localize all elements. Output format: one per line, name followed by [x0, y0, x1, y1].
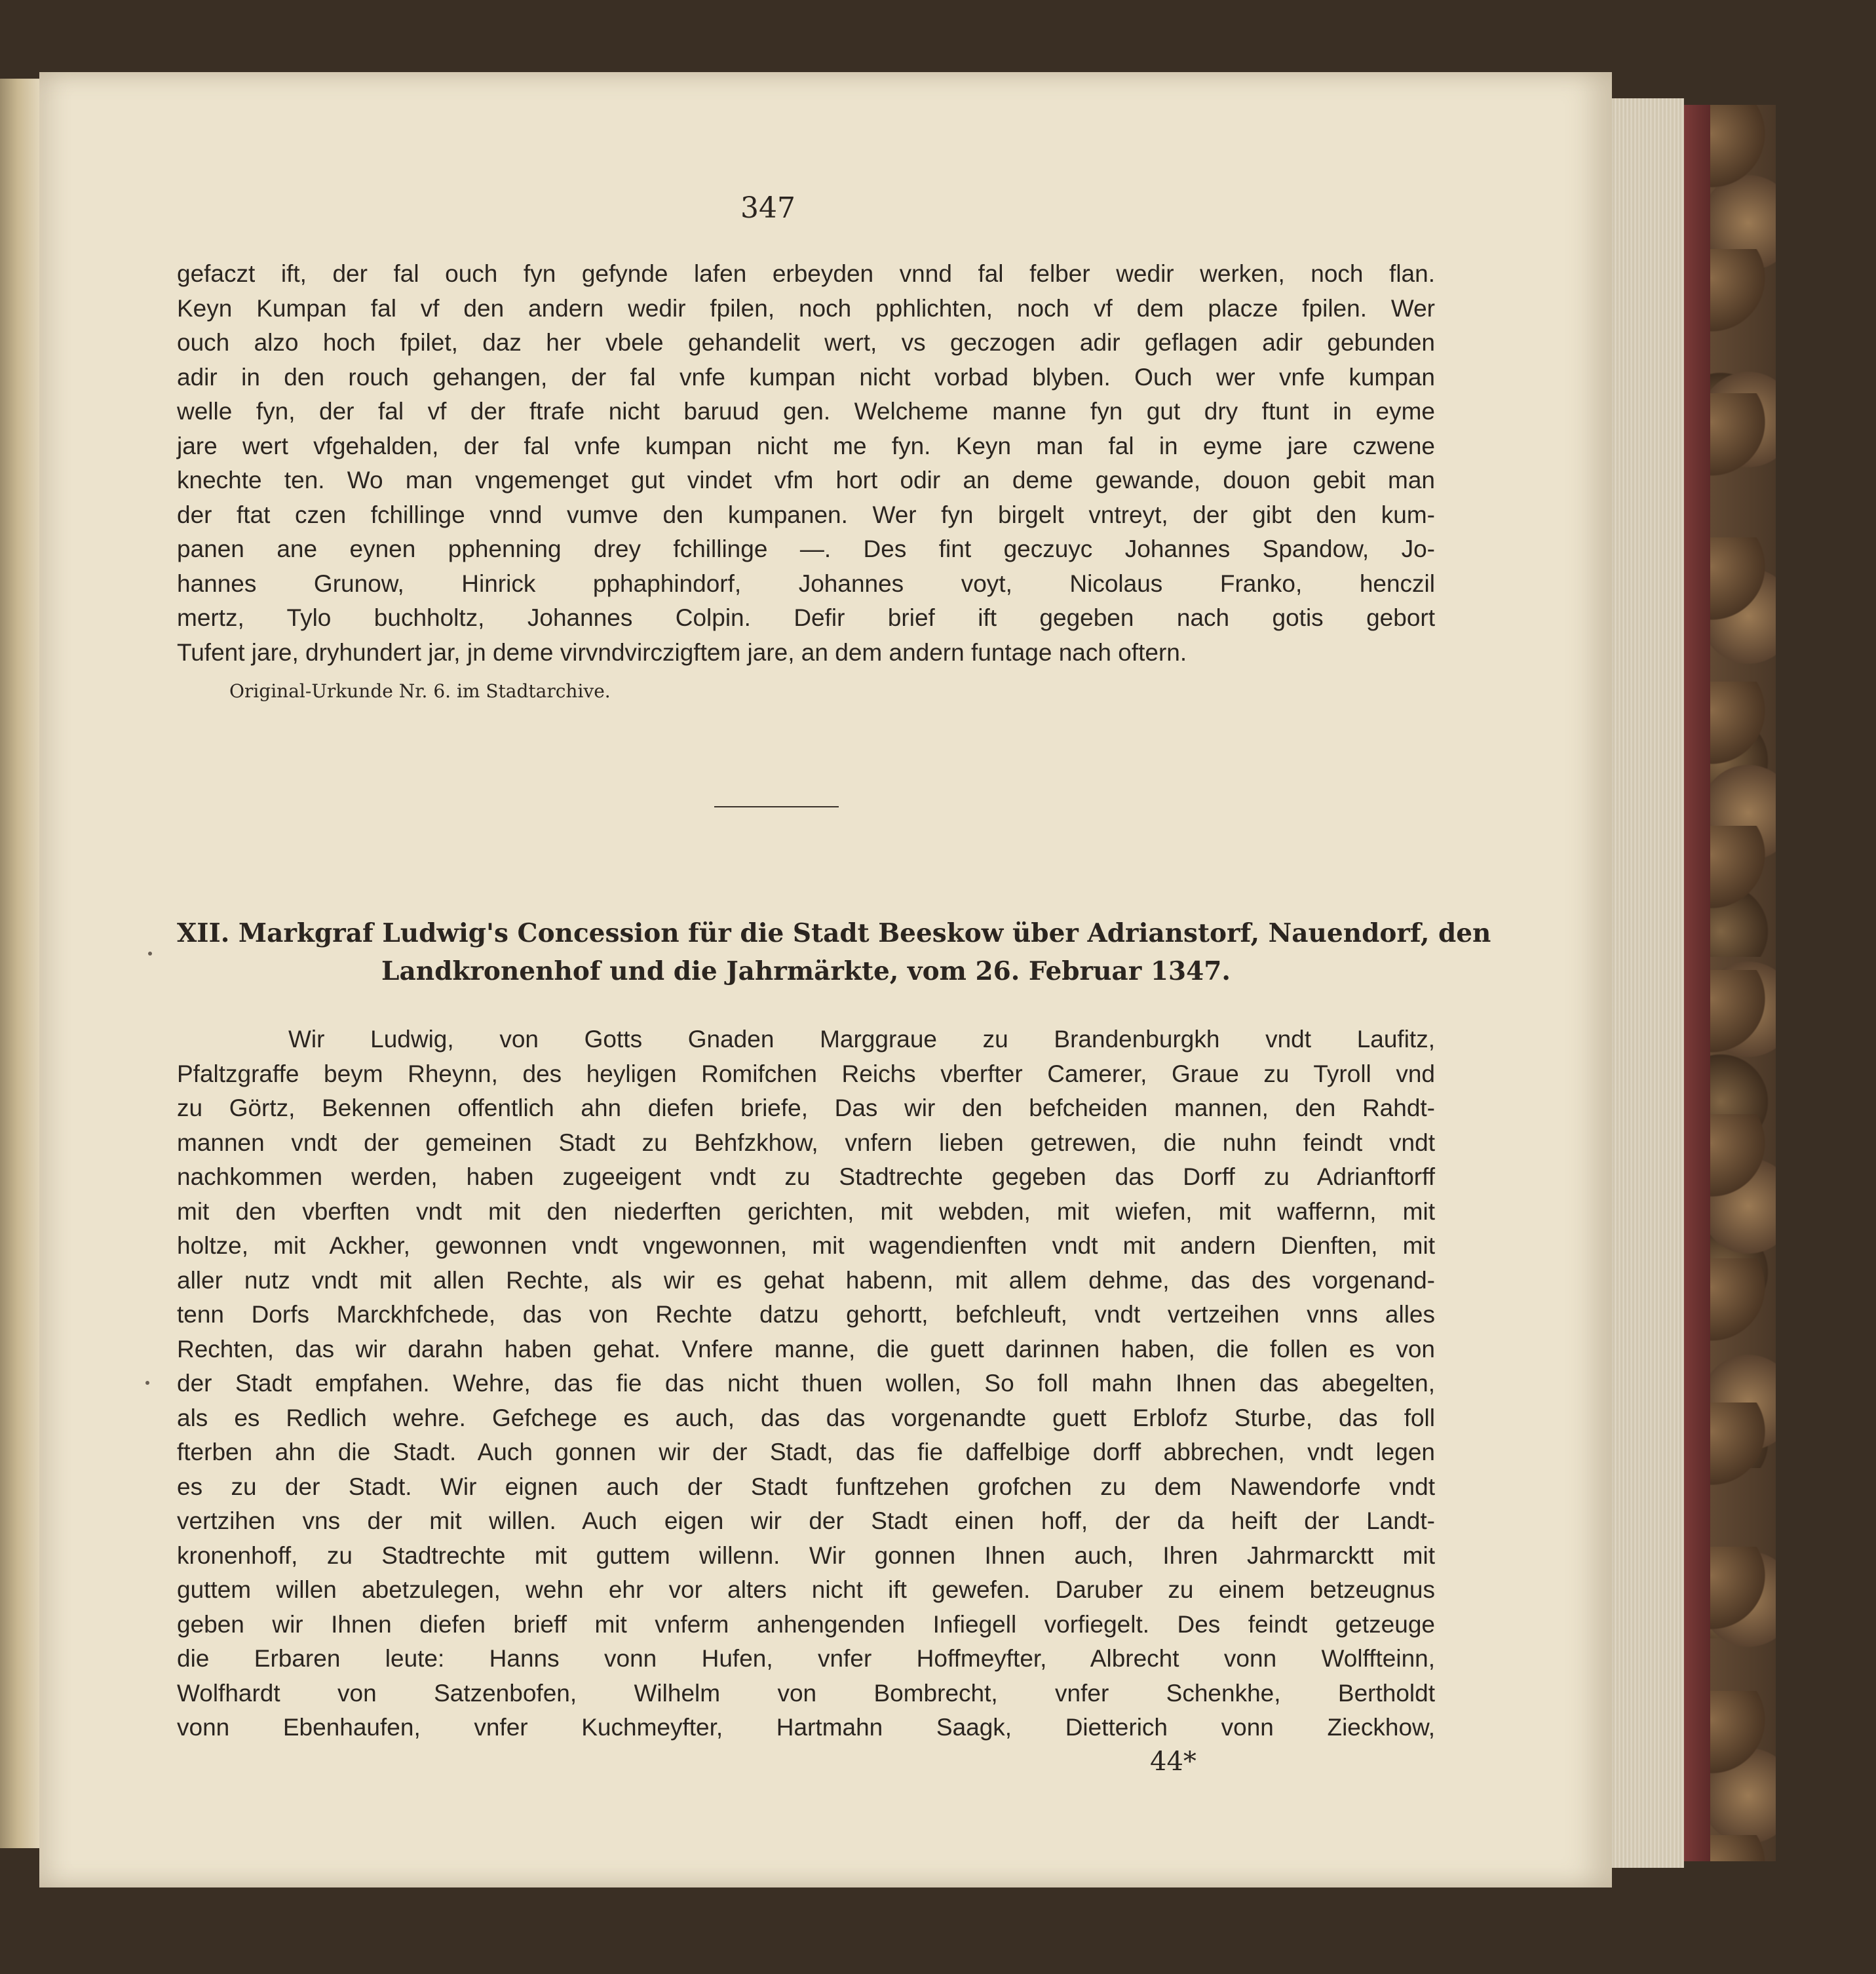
text-line: hannes Grunow, Hinrick pphaphindorf, Johannes voyt, Nicolaus Franko, henczil	[177, 570, 1435, 597]
text-line: holtze, mit Ackher, gewonnen vndt vngewonnen, mit wagendienften vndt mit andern Dienften, mit	[177, 1232, 1435, 1259]
text-line: vertzihen vns der mit willen. Auch eigen wir der Stadt einen hoff, der da heift der Landt-	[177, 1507, 1435, 1534]
text-line: gefaczt ift, der fal ouch fyn gefynde lafen erbeyden vnnd fal felber wedir werken, noch flan.	[177, 260, 1435, 287]
text-line: mannen vndt der gemeinen Stadt zu Behfzkhow, vnfern lieben getrewen, die nuhn feindt vndt	[177, 1129, 1435, 1156]
charter-paragraph	[177, 1022, 1435, 1745]
text-line: der ftat czen fchillinge vnnd vumve den kumpanen. Wer fyn birgelt vntreyt, der gibt den kum-	[177, 501, 1435, 528]
text-line: knechte ten. Wo man vngemenget gut vindet vfm hort odir an deme gewande, douon gebit man	[177, 467, 1435, 494]
text-line: guttem willen abetzulegen, wehn ehr vor alters nicht ift gewefen. Daruber zu einem betzeugnus	[177, 1576, 1435, 1603]
section-heading-line-1: XII. Markgraf Ludwig's Concession für die Stadt Beeskow über Adrianstorf, Nauendorf, den	[177, 918, 1491, 948]
text-line: kronenhoff, zu Stadtrechte mit guttem willenn. Wir gonnen Ihnen auch, Ihren Jahrmarcktt mit	[177, 1541, 1435, 1569]
text-line: ouch alzo hoch fpilet, daz her vbele gehandelit wert, vs geczogen adir geflagen adir gebunden	[177, 329, 1435, 356]
text-line: als es Redlich wehre. Gefchege es auch, das das vorgenandte guett Erblofz Sturbe, das foll	[177, 1404, 1435, 1431]
text-line: es zu der Stadt. Wir eignen auch der Stadt funftzehen grofchen zu dem Nawendorfe vndt	[177, 1473, 1435, 1500]
text-line: adir in den rouch gehangen, der fal vnfe kumpan nicht vorbad blyben. Ouch wer vnfe kumpan	[177, 363, 1435, 391]
margin-mark	[145, 1381, 149, 1385]
text-line: zu Görtz, Bekennen offentlich ahn diefen briefe, Das wir den befcheiden mannen, den Rahdt-	[177, 1094, 1435, 1121]
section-divider	[714, 806, 839, 807]
text-line: geben wir Ihnen diefen brieff mit vnferm anhengenden Infiegell vorfiegelt. Des feindt getzeuge	[177, 1610, 1435, 1638]
section-heading	[177, 914, 1491, 990]
source-note: Original-Urkunde Nr. 6. im Stadtarchive.	[229, 680, 611, 702]
text-line: jare wert vfgehalden, der fal vnfe kumpan nicht me fyn. Keyn man fal in eyme jare czwene	[177, 432, 1435, 459]
text-line: Pfaltzgraffe beym Rheynn, des heyligen Romifchen Reichs vberfter Camerer, Graue zu Tyroll vnd	[177, 1060, 1435, 1087]
cover-spine-band	[1684, 105, 1710, 1861]
page-block-edges	[1612, 98, 1684, 1868]
left-page-edge	[0, 79, 39, 1848]
text-line: die Erbaren leute: Hanns vonn Hufen, vnfer Hoffmeyfter, Albrecht vonn Wolffteinn,	[177, 1645, 1435, 1672]
text-line: fterben ahn die Stadt. Auch gonnen wir der Stadt, das fie daffelbige dorff abbrechen, vndt legen	[177, 1439, 1435, 1465]
text-line: vonn Ebenhaufen, vnfer Kuchmeyfter, Hartmahn Saagk, Dietterich vonn Zieckhow,	[177, 1714, 1435, 1741]
text-line: Wolfhardt von Satzenbofen, Wilhelm von Bombrecht, vnfer Schenkhe, Bertholdt	[177, 1679, 1435, 1707]
text-line: tenn Dorfs Marckhfchede, das von Rechte datzu gehortt, befchleuft, vndt vertzeihen vnns alles	[177, 1301, 1435, 1328]
text-line: welle fyn, der fal vf der ftrafe nicht baruud gen. Welcheme manne fyn gut dry ftunt in eyme	[177, 398, 1435, 425]
text-line: Keyn Kumpan fal vf den andern wedir fpilen, noch pphlichten, noch vf dem placze fpilen. Wer	[177, 294, 1435, 322]
text-line: mertz, Tylo buchholtz, Johannes Colpin. Defir brief ift gegeben nach gotis gebort	[177, 604, 1435, 631]
text-line: nachkommen werden, haben zugeeigent vndt zu Stadtrechte gegeben das Dorff zu Adrianftorff	[177, 1163, 1435, 1190]
text-line: Rechten, das wir darahn haben gehat. Vnfere manne, die guett darinnen haben, die follen es von	[177, 1335, 1435, 1363]
text-line: aller nutz vndt mit allen Rechte, als wir es gehat habenn, mit allem dehme, das des vorgenand-	[177, 1266, 1435, 1294]
margin-mark	[148, 952, 152, 956]
text-line: panen ane eynen pphenning drey fchillinge —. Des fint geczuyc Johannes Spandow, Jo-	[177, 535, 1435, 562]
text-line: Wir Ludwig, von Gotts Gnaden Marggraue zu Brandenburgkh vndt Laufitz,	[288, 1026, 1435, 1053]
text-line: mit den vberften vndt mit den niederften gerichten, mit webden, mit wiefen, mit waffernn, mit	[177, 1197, 1435, 1225]
continuation-paragraph	[177, 257, 1435, 670]
section-heading-line-2: Landkronenhof und die Jahrmärkte, vom 26. Februar 1347.	[381, 956, 1231, 986]
text-line: Tufent jare, dryhundert jar, jn deme virvndvirczigftem jare, an dem andern funtage nach oftern.	[177, 638, 1187, 666]
catchword: 44*	[1150, 1747, 1196, 1777]
text-line: der Stadt empfahen. Wehre, das fie das nicht thuen wollen, So foll mahn Ihnen das abegelten,	[177, 1370, 1435, 1397]
page-number: 347	[740, 191, 795, 225]
